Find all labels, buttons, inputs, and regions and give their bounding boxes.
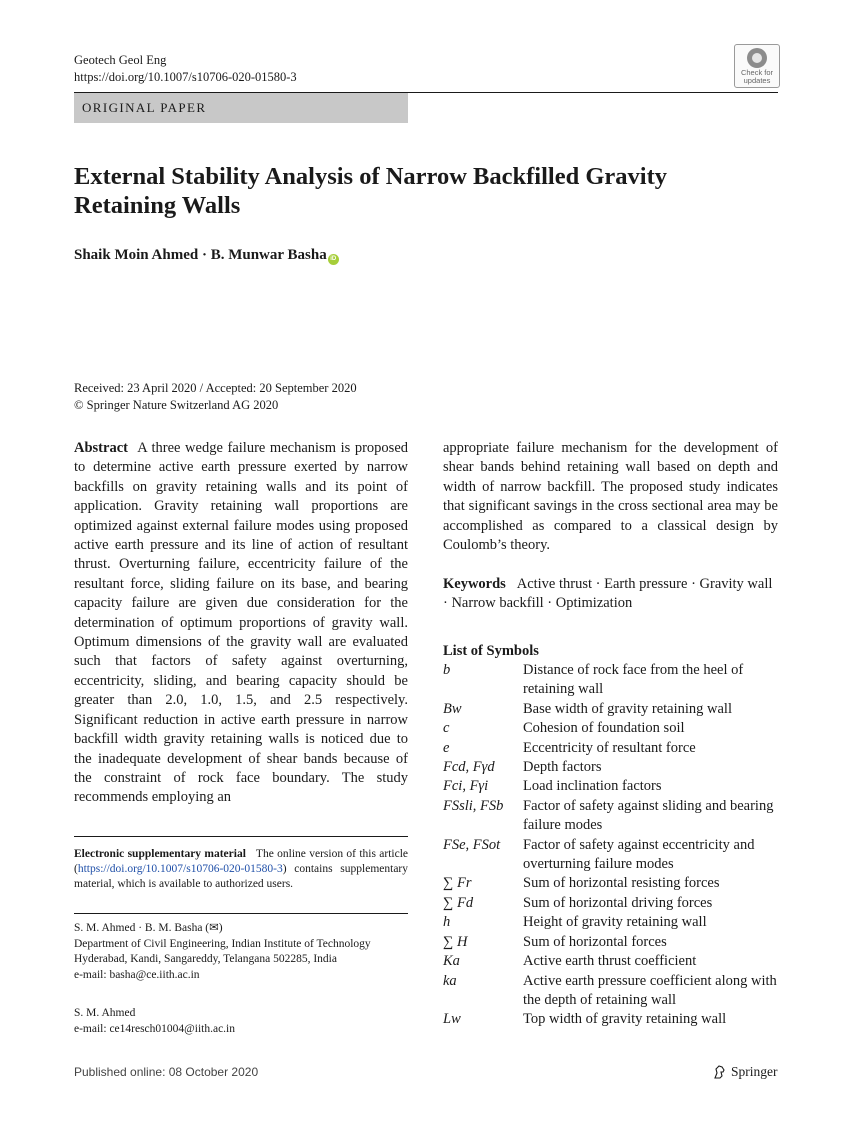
symbol-row [443, 972, 783, 1011]
symbol-description: Sum of horizontal forces [523, 933, 667, 950]
symbol: c [443, 720, 450, 737]
symbol-row [443, 894, 783, 913]
article-dates [74, 380, 357, 414]
affiliation-block [74, 921, 408, 983]
symbol-row [443, 797, 783, 836]
paper-type-banner: ORIGINAL PAPER [74, 93, 408, 123]
symbol-row [443, 836, 783, 875]
affiliation-rule [74, 913, 408, 914]
affiliation-names: S. M. Ahmed · B. M. Basha (✉) [74, 922, 223, 934]
abstract-label: Abstract [74, 440, 128, 456]
symbol: Fci, Fγi [443, 778, 489, 795]
journal-name: Geotech Geol Eng [74, 53, 167, 67]
received-accepted: Received: 23 April 2020 / Accepted: 20 September 2020 [74, 381, 357, 395]
symbol: b [443, 662, 451, 678]
affiliation-dept: Department of Civil Engineering, Indian Institute of Technology Hyderabad, Kandi, Sangareddy, Telangana 502285, India [74, 937, 371, 966]
symbol-row [443, 758, 783, 777]
author-list [74, 245, 339, 265]
published-date: Published online: 08 October 2020 [74, 1065, 259, 1079]
symbols-table [443, 661, 783, 1030]
symbol: Ka [443, 953, 460, 970]
symbol: Bw [443, 700, 462, 717]
check-updates-label: Check for updates [740, 68, 774, 85]
affiliation-email-2[interactable]: e-mail: ce14resch01004@iith.ac.in [74, 1022, 235, 1035]
esm-label: Electronic supplementary material [74, 848, 246, 860]
affiliation-block-2 [74, 1006, 408, 1037]
symbol-description: Factor of safety against eccentricity and overturning failure modes [523, 836, 755, 873]
publisher-logo [712, 1064, 778, 1080]
symbol: ∑ H [443, 933, 468, 950]
symbol: ∑ Fr [443, 875, 472, 892]
affiliation-email[interactable]: e-mail: basha@ce.iith.ac.in [74, 968, 200, 981]
abstract-left [74, 439, 408, 808]
symbol-description: Distance of rock face from the heel of retaining wall [523, 662, 744, 698]
keywords [443, 575, 778, 614]
symbol-row [443, 661, 783, 700]
symbol: ∑ Fd [443, 894, 474, 911]
symbol: ka [443, 972, 457, 989]
symbol-row [443, 739, 783, 758]
paper-title: External Stability Analysis of Narrow Backfilled Gravity Retaining Walls [74, 163, 667, 219]
symbol-description: Top width of gravity retaining wall [523, 1011, 727, 1028]
symbol-row [443, 777, 783, 796]
symbol-row [443, 700, 783, 719]
symbol-row [443, 874, 783, 893]
symbol-row [443, 719, 783, 738]
springer-horse-icon [712, 1064, 728, 1080]
esm-link[interactable]: https://doi.org/10.1007/s10706-020-01580-3 [77, 863, 283, 875]
esm-text-b: ) contains supplementary material, which is available to authorized users. [74, 863, 408, 890]
symbol: FSe, FSot [443, 836, 501, 853]
symbol-description: Base width of gravity retaining wall [523, 700, 732, 717]
keywords-label: Keywords [443, 576, 506, 592]
affiliation-name-2: S. M. Ahmed [74, 1007, 136, 1019]
symbol-description: Eccentricity of resultant force [523, 739, 696, 756]
footnote-rule [74, 836, 408, 837]
abstract-right: appropriate failure mechanism for the development of shear bands behind retaining wall based on depth and width of narrow backfill. The proposed study indicates that significant savings in the cross sectional area may be accomplished as compared to a classical design by Coulomb’s theory. [443, 440, 778, 554]
orcid-icon[interactable]: iD [328, 254, 339, 265]
symbol-description: Depth factors [523, 759, 602, 776]
check-for-updates-button[interactable] [734, 44, 780, 88]
symbol: Lw [443, 1011, 461, 1028]
symbol-description: Factor of safety against sliding and bearing failure modes [523, 797, 774, 834]
keywords-text: Active thrust · Earth pressure · Gravity wall · Narrow backfill · Optimization [443, 576, 773, 612]
symbol-description: Sum of horizontal driving forces [523, 894, 713, 911]
symbol-description: Sum of horizontal resisting forces [523, 875, 720, 892]
symbol-description: Cohesion of foundation soil [523, 720, 685, 737]
doi-link[interactable]: https://doi.org/10.1007/s10706-020-01580-3 [74, 70, 297, 84]
symbol-description: Height of gravity retaining wall [523, 914, 707, 931]
symbol-row [443, 933, 783, 952]
symbol: FSsli, FSb [443, 797, 504, 814]
symbol-row [443, 952, 783, 971]
symbol-description: Active earth pressure coefficient along with the depth of retaining wall [523, 972, 777, 1008]
symbol-row [443, 913, 783, 932]
journal-header [74, 52, 297, 86]
esm-text-a: The online version of this article ( [74, 848, 409, 875]
symbol: Fcd, Fγd [443, 759, 495, 776]
abstract-text-left: A three wedge failure mechanism is proposed to determine active earth pressure exerted by narrow backfills on gravity retaining walls and its point of application. Gravity retaining wall proportions are optimized against external failure modes using proposed active earth pressure and its line of action of resultant thrust. Overturning failure, eccentricity failure of the resultant force, sliding failure on its base, and bearing capacity failure are given due consideration for the determination of optimum proportions of gravity wall. Optimum dimensions of the gravity wall are evaluated such that factors of safety against overturning, eccentricity, sliding, and bearing capacity should be greater than 2.0, 1.0, 1.5, and 2.5 respectively. Significant reduction in active earth pressure in narrow backfill width gravity retaining walls is noticed due to the inadequate development of shear bands because of the constraint of rock face boundary. The study recommends employing an [74, 440, 409, 806]
symbols-heading: List of Symbols [443, 643, 539, 659]
check-updates-icon [747, 48, 767, 68]
symbol: h [443, 914, 451, 931]
symbol-description: Active earth thrust coefficient [523, 953, 697, 970]
publisher-name: Springer [731, 1064, 778, 1079]
supplementary-note [74, 847, 408, 892]
symbol-row [443, 1010, 783, 1029]
symbol-description: Load inclination factors [523, 778, 662, 795]
copyright: © Springer Nature Switzerland AG 2020 [74, 398, 279, 412]
authors-text: Shaik Moin Ahmed · B. Munwar Basha [74, 247, 327, 263]
symbol: e [443, 739, 450, 756]
